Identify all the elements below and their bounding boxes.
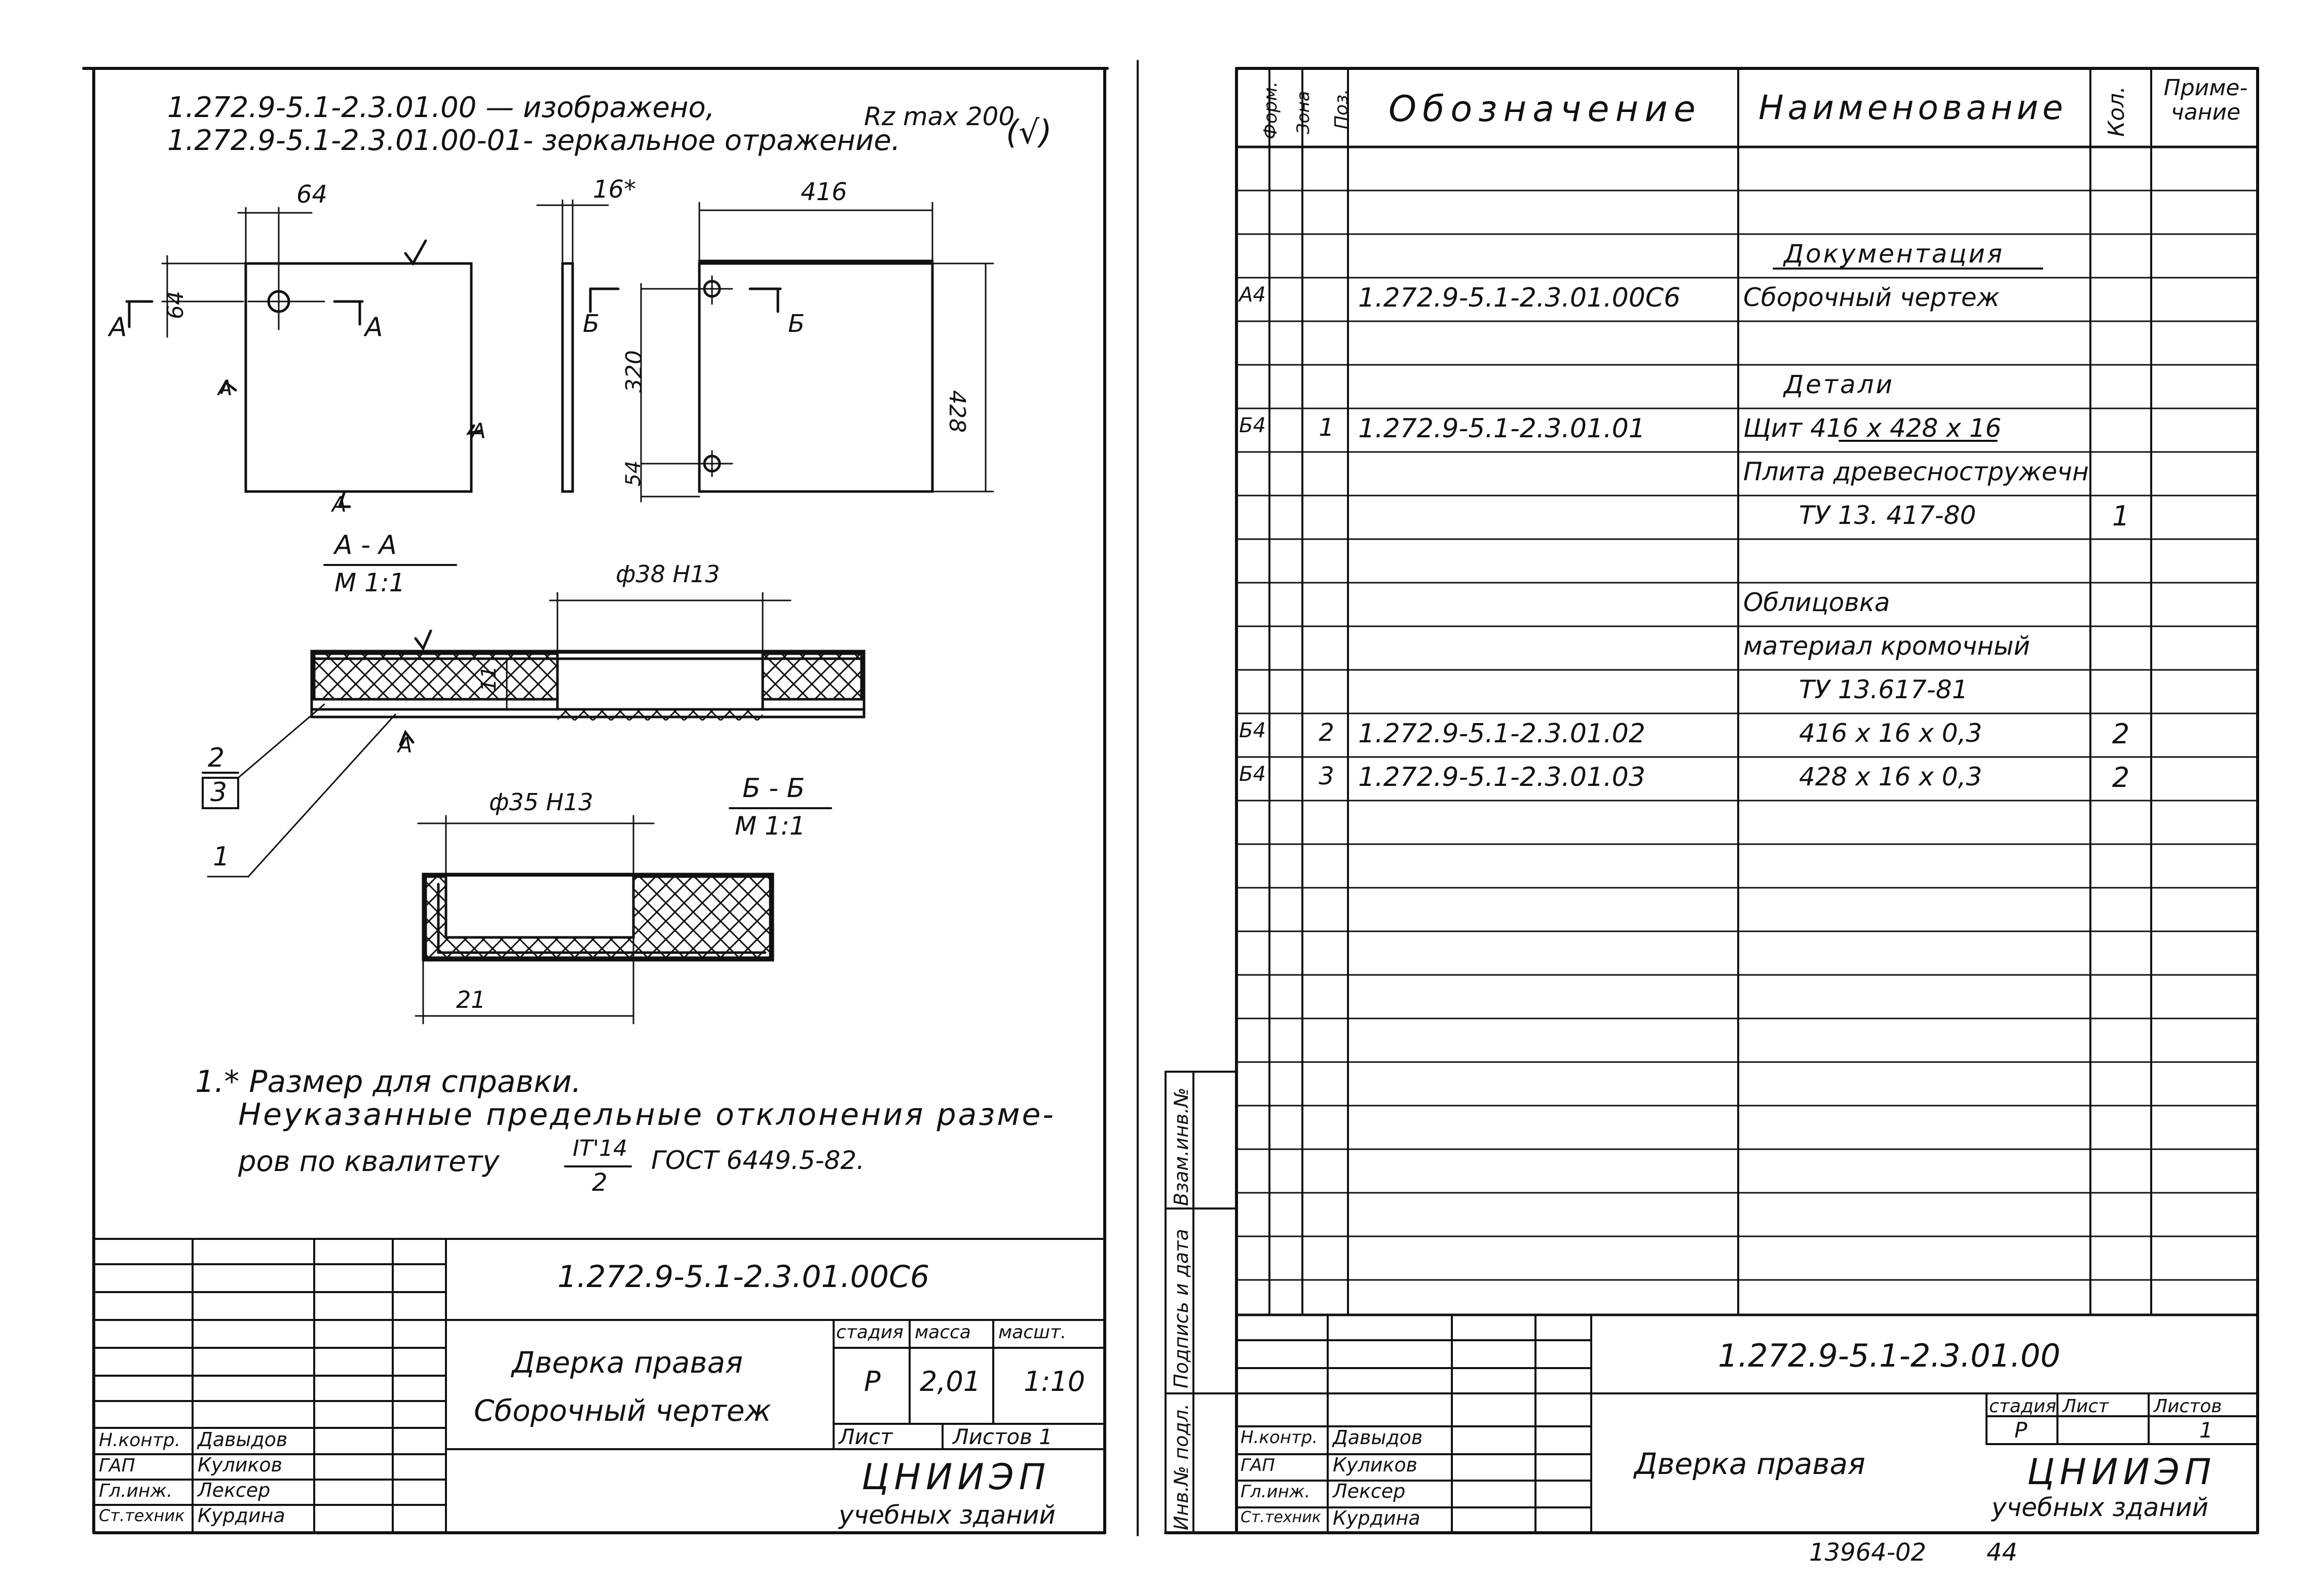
col-header-qty: Кол. [2104,86,2129,137]
weld-mark-1: A [218,375,233,400]
section-aa-scale: M 1:1 [334,568,405,597]
right-person-2: Куликов [1333,1454,1418,1476]
weld-mark-2: A [471,419,486,443]
right-person-4: Курдина [1333,1507,1420,1529]
spec-cell-designation: 1.272.9-5.1-2.3.01.03 [1358,762,1645,792]
spec-cell-pos: 3 [1319,762,1334,790]
spec-cell-name: ТУ 13.617-81 [1799,675,1968,704]
note-line-3a: ров по квалитету [238,1145,500,1178]
spec-cell-name: Плита древесностружечн [1743,457,2089,486]
spec-cell-name: Документация [1784,239,2004,269]
col-header-designation: Обозначение [1389,88,1702,130]
side-view [537,200,608,491]
dim-416: 416 [801,178,847,206]
weld-mark-4: A [398,733,413,758]
right-person-3: Лексер [1333,1480,1406,1502]
spec-cell-format: Б4 [1239,414,1266,437]
spec-cell-format: Б4 [1239,719,1266,742]
leader-1-label: 1 [213,842,230,872]
left-sheet-label: Лист [839,1424,893,1449]
spec-table-grid [1236,68,2258,1315]
left-role-4: Ст.техник [99,1506,185,1525]
right-org-2: учебных зданий [1992,1493,2208,1522]
col-header-zone: Зона [1293,91,1314,134]
spec-cell-pos: 2 [1319,719,1334,747]
spec-cell-name: Облицовка [1743,588,1890,617]
right-sheets: 1 [2199,1418,2213,1443]
spec-cell-qty: 1 [2112,500,2130,532]
left-mass: 2,01 [920,1366,981,1397]
dim-64-left: 64 [163,291,189,319]
spec-cell-name: Детали [1784,370,1895,399]
dim-54: 54 [622,461,645,486]
left-person-2: Куликов [198,1454,283,1476]
dim-16: 16* [593,175,636,204]
spec-cell-designation: 1.272.9-5.1-2.3.01.01 [1358,413,1645,444]
left-mass-label: масса [915,1322,971,1343]
dim-21: 21 [456,986,486,1013]
spec-cell-name: 416 x 16 x 0,3 [1799,719,1982,748]
col-header-format: Форм. [1260,81,1281,139]
spec-cell-name: Сборочный чертеж [1743,283,2000,312]
section-bb-scale: M 1:1 [735,811,806,841]
rear-view [590,203,993,502]
col-header-note: Приме-чание [2163,75,2248,126]
section-aa-title: A - A [334,530,397,560]
right-role-2: ГАП [1241,1455,1275,1476]
left-name-2: Сборочный чертеж [474,1393,771,1428]
spec-cell-name: Щит 416 x 428 x 16 [1743,413,2002,443]
section-a-left-mark: A [109,312,127,343]
dim-38: ф38 H13 [616,560,720,588]
left-org-1: ЦНИИЭП [861,1456,1051,1498]
header-note-1: 1.272.9-5.1-2.3.01.00 — изображено, [167,91,715,124]
left-person-1: Давыдов [198,1428,288,1451]
note-line-1: 1.* Размер для справки. [195,1064,582,1100]
right-org-1: ЦНИИЭП [2027,1451,2217,1493]
left-stage-label: стадия [836,1322,904,1343]
section-a-right-mark: A [365,312,383,343]
left-person-3: Лексер [198,1479,271,1501]
side-label-inv: Инв.№ подл. [1170,1403,1192,1530]
dim-428: 428 [944,390,970,433]
note-frac-num: IT'14 [573,1136,627,1161]
header-note-2: 1.272.9-5.1-2.3.01.00-01- зеркальное отражение. [167,124,901,157]
left-stage: Р [864,1366,881,1397]
right-name: Дверка правая [1634,1447,1865,1481]
footer-stamp: 13964-02 [1809,1538,1927,1567]
spec-cell-qty: 2 [2112,762,2130,793]
left-scale: 1:10 [1024,1366,1085,1397]
spec-cell-name: ТУ 13. 417-80 [1799,501,1976,530]
left-org-2: учебных зданий [839,1500,1056,1530]
col-header-name: Наименование [1758,88,2067,127]
spec-cell-format: Б4 [1239,763,1266,786]
right-role-4: Ст.техник [1241,1508,1321,1526]
roughness-mark: (√) [1006,114,1052,152]
left-sheets-label: Листов 1 [953,1424,1053,1449]
leader-2-label: 2 [208,743,225,773]
section-b-right-mark: Б [788,310,805,338]
side-label-replace: Взам.инв.№ [1170,1087,1192,1206]
note-frac-den: 2 [592,1168,608,1197]
spec-cell-qty: 2 [2112,718,2130,750]
right-stage-label: стадия [1989,1396,2056,1417]
left-doc-code: 1.272.9-5.1-2.3.01.00С6 [557,1259,930,1295]
left-name-1: Дверка правая [512,1345,743,1380]
right-role-1: Н.контр. [1241,1427,1318,1448]
note-line-3b: ГОСТ 6449.5-82. [651,1146,865,1175]
roughness-label: Rz max 200 [864,102,1015,131]
front-view [127,208,481,507]
spec-cell-designation: 1.272.9-5.1-2.3.01.00С6 [1358,283,1681,313]
footer-page: 44 [1986,1538,2018,1567]
dim-320: 320 [621,350,647,393]
left-role-2: ГАП [99,1455,135,1476]
section-bb-title: Б - Б [742,773,805,804]
right-person-1: Давыдов [1333,1426,1423,1449]
section-b-left-mark: Б [583,310,599,338]
spec-cell-name: материал кромочный [1743,631,2031,661]
dim-11: 11 [477,666,501,692]
spec-cell-format: А4 [1239,283,1266,307]
col-header-pos: Поз. [1331,89,1352,129]
left-role-3: Гл.инж. [99,1481,173,1501]
left-role-1: Н.контр. [99,1430,181,1451]
left-person-4: Курдина [198,1504,285,1527]
right-sheet-label: Лист [2063,1396,2109,1417]
leader-3-label: 3 [210,777,228,808]
right-doc-code: 1.272.9-5.1-2.3.01.00 [1718,1337,2060,1374]
right-sheets-label: Листов [2154,1396,2222,1417]
dim-64-top: 64 [296,180,328,209]
left-scale-label: масшт. [998,1322,1067,1343]
note-line-2: Неуказанные предельные отклонения разме- [238,1097,1056,1132]
dim-35: ф35 H13 [489,788,593,816]
spec-cell-name: 428 x 16 x 0,3 [1799,762,1982,791]
weld-mark-3: A [332,492,347,517]
side-label-sign: Подпись и дата [1170,1229,1192,1388]
right-stage: Р [2014,1418,2028,1443]
spec-cell-designation: 1.272.9-5.1-2.3.01.02 [1358,719,1645,749]
right-role-3: Гл.инж. [1241,1482,1310,1502]
spec-cell-pos: 1 [1319,413,1334,442]
